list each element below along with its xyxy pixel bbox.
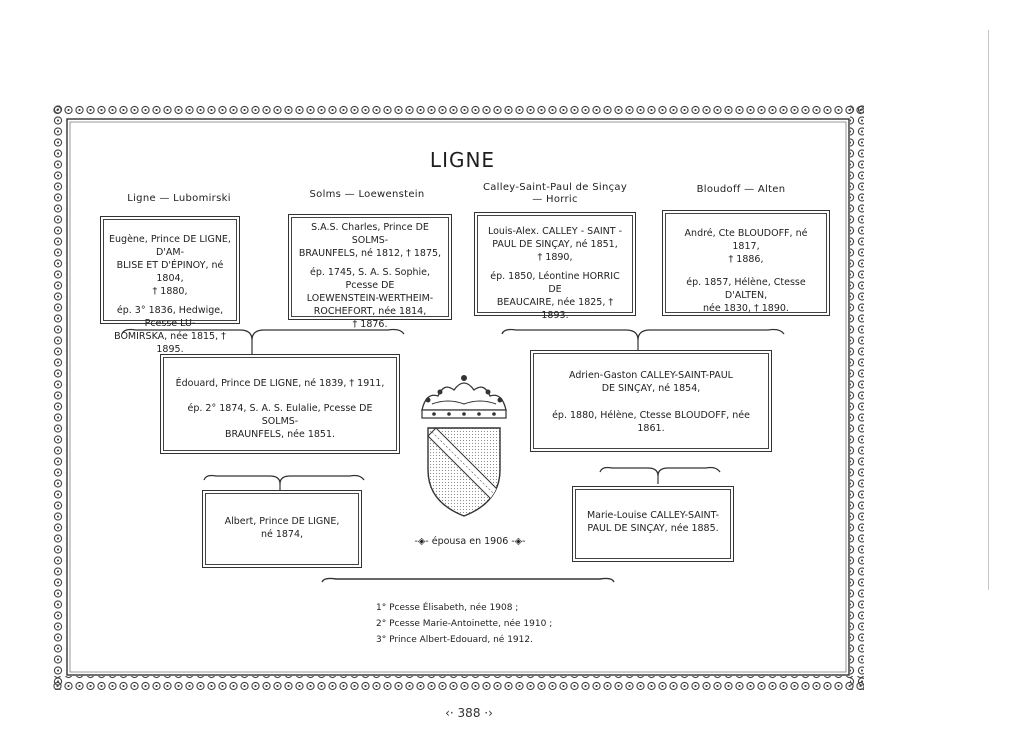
box-text-line: † 1880, <box>152 286 188 297</box>
children-list <box>376 600 552 648</box>
grandparents-box-solms <box>288 214 452 330</box>
box-text-line: ROCHEFORT, née 1814, <box>313 306 427 317</box>
ornament-left-icon: -◈- <box>414 536 429 547</box>
page-number <box>434 706 504 720</box>
ornament-left-icon: ‹· <box>445 706 454 720</box>
box-text-line: LOEWENSTEIN-WERTHEIM- <box>306 293 434 304</box>
box-text-line: PAUL DE SINÇAY, née 1885. <box>587 523 719 534</box>
grandparents-box-bloudoff <box>662 210 830 316</box>
column-heading-solms: Solms — Loewenstein <box>309 189 425 200</box>
box-text-line: ép. 2° 1874, S. A. S. Eulalie, Pcesse DE SOLMS- <box>187 403 373 427</box>
box-text-line: Marie-Louise CALLEY-SAINT- <box>586 510 720 521</box>
box-text-line: BLISE ET D'ÉPINOY, né 1804, <box>116 260 224 284</box>
parents-box-ligne <box>160 354 400 454</box>
box-text-line: BRAUNFELS, née 1851. <box>224 429 336 440</box>
box-text-line: Eugène, Prince DE LIGNE, D'AM- <box>109 234 231 258</box>
marriage-text: épousa en 1906 <box>431 536 509 547</box>
box-text-line: Édouard, Prince DE LIGNE, né 1839, † 1911, <box>175 378 385 389</box>
box-text-line: Albert, Prince DE LIGNE, <box>224 516 340 527</box>
brace-connector-marie-louise <box>596 458 726 486</box>
children-brace <box>318 574 618 588</box>
child-entry: 1° Pcesse Élisabeth, née 1908 ; <box>376 603 519 613</box>
brace-connector-ligne-solms <box>118 318 418 356</box>
spouse-box-marie-louise <box>572 486 734 562</box>
column-heading-calley-line2: — Horric <box>532 194 578 205</box>
box-text-line: DE SINÇAY, né 1854, <box>601 383 701 394</box>
box-text-line: ép. 1857, Hélène, Ctesse D'ALTEN, <box>686 277 806 301</box>
marriage-label <box>400 536 540 547</box>
box-text-line: né 1874, <box>260 529 304 540</box>
box-text-line: ép. 1880, Hélène, Ctesse BLOUDOFF, née 1861. <box>552 410 750 434</box>
grandparents-box-ligne <box>100 216 240 355</box>
grandparents-box-calley <box>474 212 636 321</box>
column-heading-bloudoff: Bloudoff — Alten <box>696 184 786 195</box>
ornament-right-icon: ·› <box>484 706 493 720</box>
box-text-line: BOMIRSKA, née 1815, † 1895. <box>114 331 226 355</box>
box-text-line: ép. 1850, Léontine HORRIC DE <box>490 271 620 295</box>
box-text-line: † 1886, <box>728 254 764 265</box>
box-text-line: ép. 3° 1836, Hedwige, Pcesse LU- <box>116 305 224 329</box>
box-text-line: † 1890, <box>537 252 573 263</box>
box-text-line: BRAUNFELS, né 1812, † 1875, <box>298 248 442 259</box>
box-text-line: † 1876. <box>352 319 388 330</box>
box-text-line: André, Cte BLOUDOFF, né 1817, <box>684 228 808 252</box>
child-entry: 2° Pcesse Marie-Antoinette, née 1910 ; <box>376 619 553 629</box>
column-heading-ligne: Ligne — Lubomirski <box>127 193 231 204</box>
coat-of-arms-icon <box>414 370 514 520</box>
box-text-line: ép. 1745, S. A. S. Sophie, Pcesse DE <box>309 267 431 291</box>
box-text-line: PAUL DE SINÇAY, né 1851, <box>492 239 618 250</box>
page-number-text: 388 <box>457 706 481 720</box>
child-entry: 3° Prince Albert-Edouard, né 1912. <box>376 635 533 645</box>
box-text-line: née 1830, † 1890. <box>703 303 789 314</box>
ornament-right-icon: -◈- <box>511 536 526 547</box>
page-title: LIGNE <box>429 148 496 172</box>
box-text-line: Adrien-Gaston CALLEY-SAINT-PAUL <box>569 370 733 381</box>
column-heading-calley <box>470 182 640 206</box>
box-text-line: Louis-Alex. CALLEY - SAINT - <box>487 226 623 237</box>
box-text-line: S.A.S. Charles, Prince DE SOLMS- <box>311 222 429 246</box>
page-edge-line <box>988 30 989 590</box>
column-heading-calley-line1: Calley-Saint-Paul de Sinçay <box>482 182 628 193</box>
box-text-line: BEAUCAIRE, née 1825, † 1893. <box>496 297 614 321</box>
spouse-box-albert <box>202 490 362 568</box>
brace-connector-calley-bloudoff <box>498 314 798 352</box>
parents-box-calley <box>530 350 772 452</box>
